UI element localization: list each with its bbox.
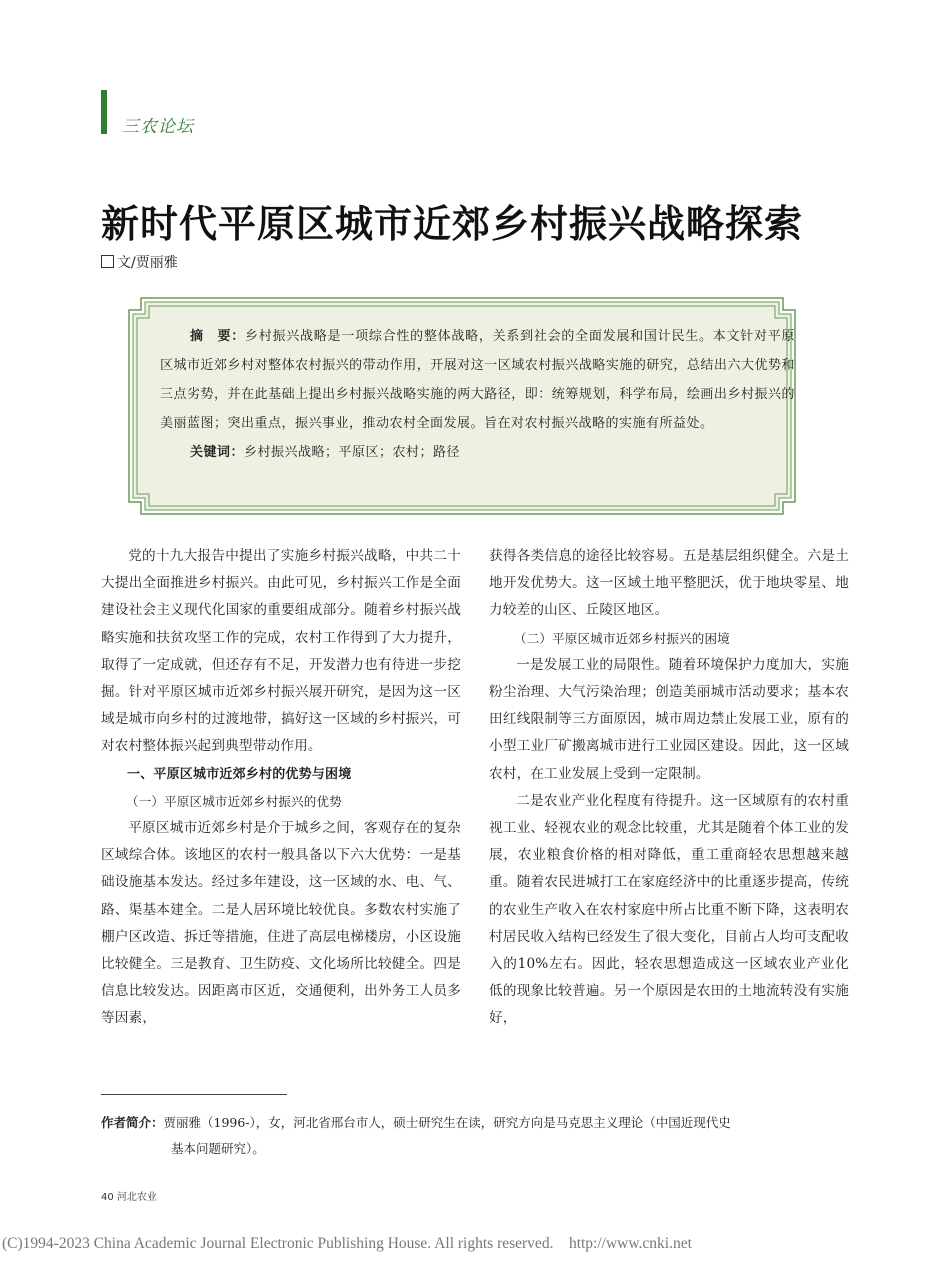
author-name: 文/贾丽雅 xyxy=(117,255,178,271)
body-column-right xyxy=(489,543,849,1033)
abstract-label: 摘 要： xyxy=(190,329,246,344)
page-footer xyxy=(101,1188,157,1203)
keywords-text: 乡村振兴战略；平原区；农村；路径 xyxy=(244,445,461,460)
footnote-divider xyxy=(101,1094,287,1095)
author-line xyxy=(101,252,178,272)
article-title: 新时代平原区城市近郊乡村振兴战略探索 xyxy=(101,202,804,246)
copyright-line: (C)1994-2023 China Academic Journal Electronic Publishing House. All rights reserved. http://www.cnki.net xyxy=(2,1235,692,1252)
abstract-paragraph xyxy=(160,322,795,438)
keywords-paragraph xyxy=(160,438,795,467)
body-paragraph: 一是发展工业的局限性。随着环境保护力度加大，实施粉尘治理、大气污染治理；创造美丽城市活动要求；基本农田红线限制等三方面原因，城市周边禁止发展工业，原有的小型工业厂矿搬离城市进行工业园区建设。因此，这一区域农村，在工业发展上受到一定限制。 xyxy=(489,656,849,782)
abstract-text: 乡村振兴战略是一项综合性的整体战略，关系到社会的全面发展和国计民生。本文针对平原区城市近郊乡村对整体农村振兴的带动作用，开展对这一区域农村振兴战略实施的研究，总结出六大优势和三点劣势，并在此基础上提出乡村振兴战略实施的两大路径，即：统筹规划，科学布局，绘画出乡村振兴的美丽蓝图；突出重点，振兴事业，推动农村全面发展。旨在对农村振兴战略的实施有所益处。 xyxy=(160,329,795,431)
author-bio-footnote xyxy=(101,1110,861,1162)
footnote-text: 贾丽雅（1996-），女，河北省邢台市人，硕士研究生在读，研究方向是马克思主义理论（中国近现代史 xyxy=(163,1115,731,1130)
footnote-line-1 xyxy=(101,1110,861,1136)
footnote-line-2: 基本问题研究）。 xyxy=(171,1141,265,1156)
body-paragraph: 获得各类信息的途径比较容易。五是基层组织健全。六是土地开发优势大。这一区域土地平整肥沃，优于地块零星、地力较差的山区、丘陵区地区。 xyxy=(489,548,849,619)
body-paragraph: 二是农业产业化程度有待提升。这一区域原有的农村重视工业、轻视农业的观念比较重，尤其是随着个体工业的发展，农业粮食价格的相对降低，重工重商轻农思想越来越重。随着农民进城打工在家庭经济中的比重逐步提高，传统的农业生产收入在农村家庭中所占比重不断下降，这表明农村居民收入结构已经发生了很大变化，目前占人均可支配收入的10%左右。因此，轻农思想造成这一区域农业产业化低的现象比较普遍。另一个原因是农田的土地流转没有实施好， xyxy=(489,792,849,1027)
keywords-label: 关键词： xyxy=(190,445,245,460)
page-number: 40 xyxy=(101,1192,114,1203)
section-label: 三农论坛 xyxy=(122,117,194,137)
subsection-heading-advantages: （一）平原区城市近郊乡村振兴的优势 xyxy=(126,793,342,809)
abstract-block xyxy=(160,322,795,467)
body-paragraph: 平原区城市近郊乡村是介于城乡之间，客观存在的复杂区域综合体。该地区的农村一般具备以下六大优势：一是基础设施基本发达。经过多年建设，这一区域的水、电、气、路、渠基本建全。二是人居环境比较优良。多数农村实施了棚户区改造、拆迁等措施，住进了高层电梯楼房，小区设施比较健全。三是教育、卫生防疫、文化场所比较健全。四是信息比较发达。因距离市区近，交通便利，出外务工人员多等因素， xyxy=(101,820,461,1027)
body-paragraph: 党的十九大报告中提出了实施乡村振兴战略，中共二十大提出全面推进乡村振兴。由此可见，乡村振兴工作是全面建设社会主义现代化国家的重要组成部分。随着乡村振兴战略实施和扶贫攻坚工作的完成，农村工作得到了大力提升，取得了一定成就，但还存有不足，开发潜力也有待进一步挖掘。针对平原区城市近郊乡村振兴展开研究，是因为这一区域是城市向乡村的过渡地带，搞好这一区域的乡村振兴，可对农村整体振兴起到典型带动作用。 xyxy=(101,548,461,755)
section-heading-1: 一、平原区城市近郊乡村的优势与困境 xyxy=(127,766,352,782)
footnote-label: 作者简介： xyxy=(101,1115,164,1130)
journal-name: 河北农业 xyxy=(116,1192,157,1203)
body-column-left xyxy=(101,543,461,1033)
section-accent-bar xyxy=(101,90,107,134)
author-box-icon xyxy=(101,255,114,268)
subsection-heading-difficulties: （二）平原区城市近郊乡村振兴的困境 xyxy=(514,630,730,646)
